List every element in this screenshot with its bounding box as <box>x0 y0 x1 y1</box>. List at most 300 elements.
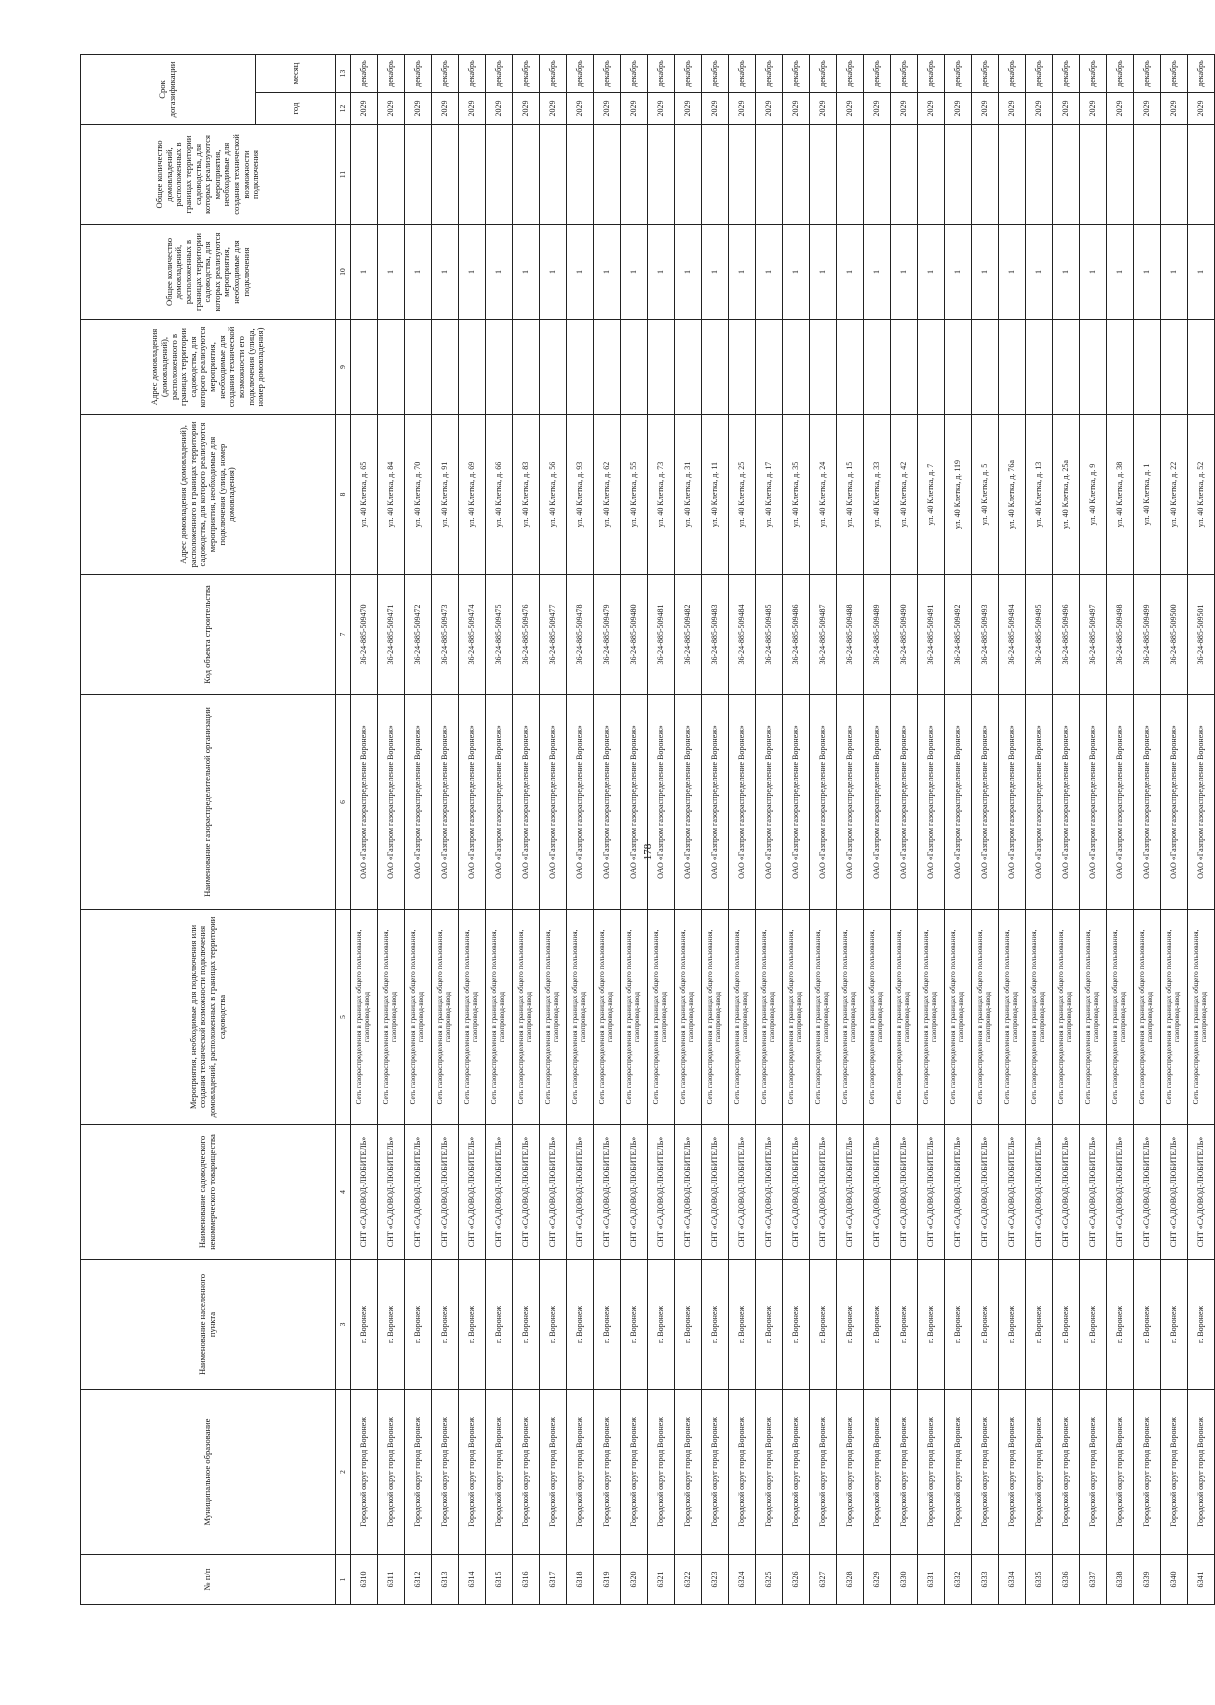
cell-row-number: 6319 <box>594 1555 621 1605</box>
cell-object-code: 36-24-885-509500 <box>1161 575 1188 695</box>
cell-gas-org: ОАО «Газпром газораспределение Воронеж» <box>864 695 891 910</box>
gasification-table <box>80 54 1215 1605</box>
cell-address: ул. 40 Клетка, д. 38 <box>1107 415 1134 575</box>
cell-count-connection: 1 <box>756 225 783 320</box>
cell-count-tech <box>648 125 675 225</box>
cell-measures: Сеть газораспределения в границах общего пользования, газопровод-ввод <box>378 910 405 1125</box>
table-row <box>621 54 648 1604</box>
cell-month: декабрь <box>486 54 513 92</box>
header-settlement: Наименование населенного пункта <box>81 1260 336 1390</box>
cell-address: ул. 40 Клетка, д. 15 <box>837 415 864 575</box>
cell-address-tech <box>648 320 675 415</box>
table-row <box>864 54 891 1604</box>
cell-count-connection: 1 <box>648 225 675 320</box>
cell-count-tech <box>702 125 729 225</box>
cell-year: 2029 <box>486 93 513 125</box>
cell-address-tech <box>783 320 810 415</box>
cell-measures: Сеть газораспределения в границах общего пользования, газопровод-ввод <box>540 910 567 1125</box>
cell-count-tech <box>513 125 540 225</box>
cell-measures: Сеть газораспределения в границах общего пользования, газопровод-ввод <box>675 910 702 1125</box>
cell-settlement: г. Воронеж <box>918 1260 945 1390</box>
cell-measures: Сеть газораспределения в границах общего пользования, газопровод-ввод <box>1161 910 1188 1125</box>
cell-settlement: г. Воронеж <box>756 1260 783 1390</box>
cell-row-number: 6317 <box>540 1555 567 1605</box>
cell-municipality: Городской округ город Воронеж <box>594 1390 621 1555</box>
header-count-tech: Общее количество домовладений, расположенных в границах территории садоводства, для которых реализуются мероприятия, необходимые для создания технической возможности подключения <box>81 125 336 225</box>
cell-address-tech <box>837 320 864 415</box>
cell-municipality: Городской округ город Воронеж <box>648 1390 675 1555</box>
cell-month: декабрь <box>1161 54 1188 92</box>
table-row <box>1080 54 1107 1604</box>
cell-month: декабрь <box>1080 54 1107 92</box>
cell-snt-name: СНТ «САДОВОД-ЛЮБИТЕЛЬ» <box>783 1125 810 1260</box>
cell-snt-name: СНТ «САДОВОД-ЛЮБИТЕЛЬ» <box>810 1125 837 1260</box>
cell-snt-name: СНТ «САДОВОД-ЛЮБИТЕЛЬ» <box>864 1125 891 1260</box>
cell-snt-name: СНТ «САДОВОД-ЛЮБИТЕЛЬ» <box>945 1125 972 1260</box>
cell-object-code: 36-24-885-509489 <box>864 575 891 695</box>
cell-gas-org: ОАО «Газпром газораспределение Воронеж» <box>405 695 432 910</box>
cell-settlement: г. Воронеж <box>675 1260 702 1390</box>
cell-address: ул. 40 Клетка, д. 1 <box>1134 415 1161 575</box>
cell-municipality: Городской округ город Воронеж <box>1053 1390 1080 1555</box>
cell-address: ул. 40 Клетка, д. 119 <box>945 415 972 575</box>
cell-year: 2029 <box>567 93 594 125</box>
cell-count-connection: 1 <box>378 225 405 320</box>
cell-count-tech <box>1161 125 1188 225</box>
cell-settlement: г. Воронеж <box>1188 1260 1215 1390</box>
cell-year: 2029 <box>1161 93 1188 125</box>
cell-municipality: Городской округ город Воронеж <box>540 1390 567 1555</box>
cell-address-tech <box>1134 320 1161 415</box>
cell-address: ул. 40 Клетка, д. 31 <box>675 415 702 575</box>
cell-object-code: 36-24-885-509488 <box>837 575 864 695</box>
cell-row-number: 6335 <box>1026 1555 1053 1605</box>
cell-object-code: 36-24-885-509493 <box>972 575 999 695</box>
cell-object-code: 36-24-885-509495 <box>1026 575 1053 695</box>
table-row <box>1188 54 1215 1604</box>
cell-object-code: 36-24-885-509497 <box>1080 575 1107 695</box>
cell-municipality: Городской округ город Воронеж <box>513 1390 540 1555</box>
cell-gas-org: ОАО «Газпром газораспределение Воронеж» <box>513 695 540 910</box>
cell-count-connection: 1 <box>729 225 756 320</box>
header-address-tech: Адрес домовладения (домовладений), расположенного в границах территории садоводства, для которого реализуются мероприятия, необходимые для создания технической возможности его подключения (улица, номер домовладения) <box>81 320 336 415</box>
cell-municipality: Городской округ город Воронеж <box>675 1390 702 1555</box>
cell-year: 2029 <box>729 93 756 125</box>
cell-measures: Сеть газораспределения в границах общего пользования, газопровод-ввод <box>999 910 1026 1125</box>
header-object-code: Код объекта строительства <box>81 575 336 695</box>
header-term: Срок догазификации <box>81 54 256 124</box>
cell-year: 2029 <box>1188 93 1215 125</box>
cell-row-number: 6331 <box>918 1555 945 1605</box>
cell-object-code: 36-24-885-509470 <box>351 575 378 695</box>
cell-measures: Сеть газораспределения в границах общего пользования, газопровод-ввод <box>405 910 432 1125</box>
cell-count-connection: 1 <box>540 225 567 320</box>
cell-count-tech <box>999 125 1026 225</box>
cell-gas-org: ОАО «Газпром газораспределение Воронеж» <box>810 695 837 910</box>
cell-year: 2029 <box>783 93 810 125</box>
cell-municipality: Городской округ город Воронеж <box>1026 1390 1053 1555</box>
cell-year: 2029 <box>945 93 972 125</box>
cell-settlement: г. Воронеж <box>486 1260 513 1390</box>
cell-municipality: Городской округ город Воронеж <box>945 1390 972 1555</box>
header-number: № п/п <box>81 1555 336 1605</box>
cell-row-number: 6321 <box>648 1555 675 1605</box>
cell-measures: Сеть газораспределения в границах общего пользования, газопровод-ввод <box>702 910 729 1125</box>
cell-address: ул. 40 Клетка, д. 73 <box>648 415 675 575</box>
cell-gas-org: ОАО «Газпром газораспределение Воронеж» <box>540 695 567 910</box>
cell-count-connection: 1 <box>675 225 702 320</box>
cell-address-tech <box>999 320 1026 415</box>
page-number: 178 <box>642 843 654 861</box>
cell-month: декабрь <box>864 54 891 92</box>
table-row <box>405 54 432 1604</box>
table-row <box>702 54 729 1604</box>
cell-gas-org: ОАО «Газпром газораспределение Воронеж» <box>1134 695 1161 910</box>
cell-snt-name: СНТ «САДОВОД-ЛЮБИТЕЛЬ» <box>1053 1125 1080 1260</box>
header-year: год <box>256 93 336 125</box>
cell-month: декабрь <box>702 54 729 92</box>
cell-gas-org: ОАО «Газпром газораспределение Воронеж» <box>837 695 864 910</box>
cell-address-tech <box>567 320 594 415</box>
cell-year: 2029 <box>864 93 891 125</box>
cell-address: ул. 40 Клетка, д. 13 <box>1026 415 1053 575</box>
cell-address-tech <box>459 320 486 415</box>
cell-object-code: 36-24-885-509496 <box>1053 575 1080 695</box>
cell-snt-name: СНТ «САДОВОД-ЛЮБИТЕЛЬ» <box>918 1125 945 1260</box>
cell-count-tech <box>729 125 756 225</box>
cell-count-connection: 1 <box>783 225 810 320</box>
cell-count-tech <box>378 125 405 225</box>
cell-object-code: 36-24-885-509498 <box>1107 575 1134 695</box>
cell-count-tech <box>810 125 837 225</box>
cell-address: ул. 40 Клетка, д. 22 <box>1161 415 1188 575</box>
cell-settlement: г. Воронеж <box>648 1260 675 1390</box>
cell-count-connection: 1 <box>864 225 891 320</box>
cell-count-connection: 1 <box>1161 225 1188 320</box>
cell-object-code: 36-24-885-509484 <box>729 575 756 695</box>
cell-settlement: г. Воронеж <box>1134 1260 1161 1390</box>
cell-address-tech <box>378 320 405 415</box>
cell-measures: Сеть газораспределения в границах общего пользования, газопровод-ввод <box>918 910 945 1125</box>
header-address-connection: Адрес домовладения (домовладений), расположенного в границах территории садоводства, для которого реализуются мероприятия, необходимые для подключения (улица, номер домовладения) <box>81 415 336 575</box>
cell-settlement: г. Воронеж <box>702 1260 729 1390</box>
cell-count-connection: 1 <box>1188 225 1215 320</box>
cell-gas-org: ОАО «Газпром газораспределение Воронеж» <box>999 695 1026 910</box>
cell-address: ул. 40 Клетка, д. 84 <box>378 415 405 575</box>
cell-address: ул. 40 Клетка, д. 33 <box>864 415 891 575</box>
cell-row-number: 6336 <box>1053 1555 1080 1605</box>
cell-address: ул. 40 Клетка, д. 65 <box>351 415 378 575</box>
cell-count-tech <box>1134 125 1161 225</box>
cell-count-tech <box>918 125 945 225</box>
cell-address: ул. 40 Клетка, д. 17 <box>756 415 783 575</box>
cell-year: 2029 <box>756 93 783 125</box>
cell-measures: Сеть газораспределения в границах общего пользования, газопровод-ввод <box>1107 910 1134 1125</box>
cell-address-tech <box>864 320 891 415</box>
cell-month: декабрь <box>756 54 783 92</box>
cell-municipality: Городской округ город Воронеж <box>837 1390 864 1555</box>
table-row <box>486 54 513 1604</box>
cell-count-connection: 1 <box>972 225 999 320</box>
table-row <box>972 54 999 1604</box>
cell-address: ул. 40 Клетка, д. 69 <box>459 415 486 575</box>
cell-settlement: г. Воронеж <box>621 1260 648 1390</box>
cell-municipality: Городской округ город Воронеж <box>486 1390 513 1555</box>
cell-gas-org: ОАО «Газпром газораспределение Воронеж» <box>1053 695 1080 910</box>
cell-address-tech <box>702 320 729 415</box>
cell-month: декабрь <box>675 54 702 92</box>
cell-municipality: Городской округ город Воронеж <box>702 1390 729 1555</box>
cell-month: декабрь <box>945 54 972 92</box>
table-row <box>1107 54 1134 1604</box>
cell-object-code: 36-24-885-509479 <box>594 575 621 695</box>
cell-object-code: 36-24-885-509475 <box>486 575 513 695</box>
cell-count-connection: 1 <box>567 225 594 320</box>
table-row <box>378 54 405 1604</box>
cell-count-tech <box>1026 125 1053 225</box>
cell-row-number: 6334 <box>999 1555 1026 1605</box>
table-row <box>1161 54 1188 1604</box>
cell-measures: Сеть газораспределения в границах общего пользования, газопровод-ввод <box>459 910 486 1125</box>
cell-object-code: 36-24-885-509477 <box>540 575 567 695</box>
cell-snt-name: СНТ «САДОВОД-ЛЮБИТЕЛЬ» <box>594 1125 621 1260</box>
cell-count-tech <box>621 125 648 225</box>
table-row <box>648 54 675 1604</box>
cell-address-tech <box>918 320 945 415</box>
col-num: 3 <box>336 1260 351 1390</box>
cell-snt-name: СНТ «САДОВОД-ЛЮБИТЕЛЬ» <box>432 1125 459 1260</box>
cell-settlement: г. Воронеж <box>1053 1260 1080 1390</box>
cell-snt-name: СНТ «САДОВОД-ЛЮБИТЕЛЬ» <box>1080 1125 1107 1260</box>
cell-address-tech <box>1188 320 1215 415</box>
cell-count-connection: 1 <box>1134 225 1161 320</box>
cell-gas-org: ОАО «Газпром газораспределение Воронеж» <box>783 695 810 910</box>
cell-row-number: 6330 <box>891 1555 918 1605</box>
cell-snt-name: СНТ «САДОВОД-ЛЮБИТЕЛЬ» <box>1188 1125 1215 1260</box>
cell-snt-name: СНТ «САДОВОД-ЛЮБИТЕЛЬ» <box>1107 1125 1134 1260</box>
table-body <box>336 54 1215 1604</box>
cell-year: 2029 <box>972 93 999 125</box>
cell-year: 2029 <box>837 93 864 125</box>
cell-snt-name: СНТ «САДОВОД-ЛЮБИТЕЛЬ» <box>1161 1125 1188 1260</box>
cell-snt-name: СНТ «САДОВОД-ЛЮБИТЕЛЬ» <box>513 1125 540 1260</box>
cell-settlement: г. Воронеж <box>594 1260 621 1390</box>
cell-gas-org: ОАО «Газпром газораспределение Воронеж» <box>432 695 459 910</box>
cell-settlement: г. Воронеж <box>810 1260 837 1390</box>
header-row <box>81 54 256 1604</box>
cell-address: ул. 40 Клетка, д. 7 <box>918 415 945 575</box>
col-num: 11 <box>336 125 351 225</box>
cell-object-code: 36-24-885-509476 <box>513 575 540 695</box>
cell-object-code: 36-24-885-509482 <box>675 575 702 695</box>
cell-gas-org: ОАО «Газпром газораспределение Воронеж» <box>1080 695 1107 910</box>
cell-address: ул. 40 Клетка, д. 9 <box>1080 415 1107 575</box>
cell-year: 2029 <box>918 93 945 125</box>
cell-municipality: Городской округ город Воронеж <box>405 1390 432 1555</box>
col-num: 9 <box>336 320 351 415</box>
table-rotated-wrapper <box>80 55 1210 1605</box>
cell-measures: Сеть газораспределения в границах общего пользования, газопровод-ввод <box>513 910 540 1125</box>
cell-row-number: 6340 <box>1161 1555 1188 1605</box>
cell-measures: Сеть газораспределения в границах общего пользования, газопровод-ввод <box>864 910 891 1125</box>
cell-address: ул. 40 Клетка, д. 25а <box>1053 415 1080 575</box>
cell-count-connection: 1 <box>702 225 729 320</box>
cell-settlement: г. Воронеж <box>837 1260 864 1390</box>
cell-measures: Сеть газораспределения в границах общего пользования, газопровод-ввод <box>351 910 378 1125</box>
cell-count-tech <box>594 125 621 225</box>
cell-address: ул. 40 Клетка, д. 93 <box>567 415 594 575</box>
table-row <box>810 54 837 1604</box>
cell-count-tech <box>540 125 567 225</box>
cell-count-connection: 1 <box>513 225 540 320</box>
cell-snt-name: СНТ «САДОВОД-ЛЮБИТЕЛЬ» <box>459 1125 486 1260</box>
cell-snt-name: СНТ «САДОВОД-ЛЮБИТЕЛЬ» <box>567 1125 594 1260</box>
cell-year: 2029 <box>1107 93 1134 125</box>
cell-measures: Сеть газораспределения в границах общего пользования, газопровод-ввод <box>891 910 918 1125</box>
cell-address-tech <box>594 320 621 415</box>
cell-settlement: г. Воронеж <box>945 1260 972 1390</box>
cell-gas-org: ОАО «Газпром газораспределение Воронеж» <box>702 695 729 910</box>
cell-address: ул. 40 Клетка, д. 55 <box>621 415 648 575</box>
table-row <box>918 54 945 1604</box>
cell-row-number: 6325 <box>756 1555 783 1605</box>
cell-settlement: г. Воронеж <box>351 1260 378 1390</box>
cell-object-code: 36-24-885-509501 <box>1188 575 1215 695</box>
cell-gas-org: ОАО «Газпром газораспределение Воронеж» <box>378 695 405 910</box>
cell-year: 2029 <box>540 93 567 125</box>
table-row <box>513 54 540 1604</box>
cell-measures: Сеть газораспределения в границах общего пользования, газопровод-ввод <box>486 910 513 1125</box>
cell-row-number: 6314 <box>459 1555 486 1605</box>
cell-settlement: г. Воронеж <box>459 1260 486 1390</box>
cell-snt-name: СНТ «САДОВОД-ЛЮБИТЕЛЬ» <box>729 1125 756 1260</box>
cell-municipality: Городской округ город Воронеж <box>1188 1390 1215 1555</box>
cell-object-code: 36-24-885-509480 <box>621 575 648 695</box>
cell-address: ул. 40 Клетка, д. 25 <box>729 415 756 575</box>
cell-object-code: 36-24-885-509486 <box>783 575 810 695</box>
cell-row-number: 6341 <box>1188 1555 1215 1605</box>
cell-count-connection: 1 <box>405 225 432 320</box>
cell-count-tech <box>1053 125 1080 225</box>
cell-row-number: 6324 <box>729 1555 756 1605</box>
cell-gas-org: ОАО «Газпром газораспределение Воронеж» <box>459 695 486 910</box>
cell-year: 2029 <box>513 93 540 125</box>
cell-month: декабрь <box>1053 54 1080 92</box>
table-row <box>1053 54 1080 1604</box>
cell-count-connection: 1 <box>594 225 621 320</box>
cell-month: декабрь <box>1026 54 1053 92</box>
cell-month: декабрь <box>378 54 405 92</box>
cell-month: декабрь <box>1107 54 1134 92</box>
cell-count-tech <box>837 125 864 225</box>
cell-year: 2029 <box>648 93 675 125</box>
cell-row-number: 6338 <box>1107 1555 1134 1605</box>
cell-settlement: г. Воронеж <box>378 1260 405 1390</box>
cell-count-tech <box>459 125 486 225</box>
cell-municipality: Городской округ город Воронеж <box>1107 1390 1134 1555</box>
cell-gas-org: ОАО «Газпром газораспределение Воронеж» <box>891 695 918 910</box>
cell-gas-org: ОАО «Газпром газораспределение Воронеж» <box>918 695 945 910</box>
cell-gas-org: ОАО «Газпром газораспределение Воронеж» <box>1107 695 1134 910</box>
table-row <box>540 54 567 1604</box>
cell-snt-name: СНТ «САДОВОД-ЛЮБИТЕЛЬ» <box>702 1125 729 1260</box>
table-row <box>594 54 621 1604</box>
header-snt-name: Наименование садоводческого некоммерческого товарищества <box>81 1125 336 1260</box>
cell-settlement: г. Воронеж <box>999 1260 1026 1390</box>
cell-month: декабрь <box>972 54 999 92</box>
cell-gas-org: ОАО «Газпром газораспределение Воронеж» <box>1161 695 1188 910</box>
table-row <box>351 54 378 1604</box>
cell-address-tech <box>891 320 918 415</box>
cell-count-connection: 1 <box>1080 225 1107 320</box>
cell-month: декабрь <box>459 54 486 92</box>
cell-measures: Сеть газораспределения в границах общего пользования, газопровод-ввод <box>1053 910 1080 1125</box>
cell-address-tech <box>756 320 783 415</box>
col-num: 5 <box>336 910 351 1125</box>
cell-snt-name: СНТ «САДОВОД-ЛЮБИТЕЛЬ» <box>837 1125 864 1260</box>
table-row <box>729 54 756 1604</box>
cell-gas-org: ОАО «Газпром газораспределение Воронеж» <box>756 695 783 910</box>
table-row <box>432 54 459 1604</box>
cell-address: ул. 40 Клетка, д. 5 <box>972 415 999 575</box>
cell-row-number: 6311 <box>378 1555 405 1605</box>
cell-snt-name: СНТ «САДОВОД-ЛЮБИТЕЛЬ» <box>999 1125 1026 1260</box>
cell-row-number: 6339 <box>1134 1555 1161 1605</box>
cell-object-code: 36-24-885-509471 <box>378 575 405 695</box>
cell-address: ул. 40 Клетка, д. 76а <box>999 415 1026 575</box>
cell-object-code: 36-24-885-509487 <box>810 575 837 695</box>
cell-measures: Сеть газораспределения в границах общего пользования, газопровод-ввод <box>810 910 837 1125</box>
cell-object-code: 36-24-885-509490 <box>891 575 918 695</box>
cell-row-number: 6329 <box>864 1555 891 1605</box>
cell-month: декабрь <box>540 54 567 92</box>
cell-address-tech <box>1161 320 1188 415</box>
cell-snt-name: СНТ «САДОВОД-ЛЮБИТЕЛЬ» <box>891 1125 918 1260</box>
cell-count-tech <box>432 125 459 225</box>
cell-row-number: 6313 <box>432 1555 459 1605</box>
cell-month: декабрь <box>351 54 378 92</box>
cell-address-tech <box>405 320 432 415</box>
cell-gas-org: ОАО «Газпром газораспределение Воронеж» <box>648 695 675 910</box>
cell-count-connection: 1 <box>351 225 378 320</box>
col-num: 10 <box>336 225 351 320</box>
cell-gas-org: ОАО «Газпром газораспределение Воронеж» <box>351 695 378 910</box>
cell-object-code: 36-24-885-509472 <box>405 575 432 695</box>
cell-settlement: г. Воронеж <box>972 1260 999 1390</box>
cell-month: декабрь <box>648 54 675 92</box>
cell-year: 2029 <box>432 93 459 125</box>
cell-month: декабрь <box>1134 54 1161 92</box>
cell-measures: Сеть газораспределения в границах общего пользования, газопровод-ввод <box>621 910 648 1125</box>
cell-month: декабрь <box>594 54 621 92</box>
cell-row-number: 6320 <box>621 1555 648 1605</box>
cell-municipality: Городской округ город Воронеж <box>864 1390 891 1555</box>
cell-row-number: 6315 <box>486 1555 513 1605</box>
cell-address-tech <box>972 320 999 415</box>
cell-month: декабрь <box>999 54 1026 92</box>
cell-snt-name: СНТ «САДОВОД-ЛЮБИТЕЛЬ» <box>756 1125 783 1260</box>
cell-month: декабрь <box>405 54 432 92</box>
cell-count-tech <box>783 125 810 225</box>
col-num: 4 <box>336 1125 351 1260</box>
cell-gas-org: ОАО «Газпром газораспределение Воронеж» <box>729 695 756 910</box>
table-row <box>891 54 918 1604</box>
cell-address: ул. 40 Клетка, д. 83 <box>513 415 540 575</box>
cell-count-tech <box>486 125 513 225</box>
cell-address-tech <box>432 320 459 415</box>
cell-count-tech <box>1107 125 1134 225</box>
cell-year: 2029 <box>1134 93 1161 125</box>
